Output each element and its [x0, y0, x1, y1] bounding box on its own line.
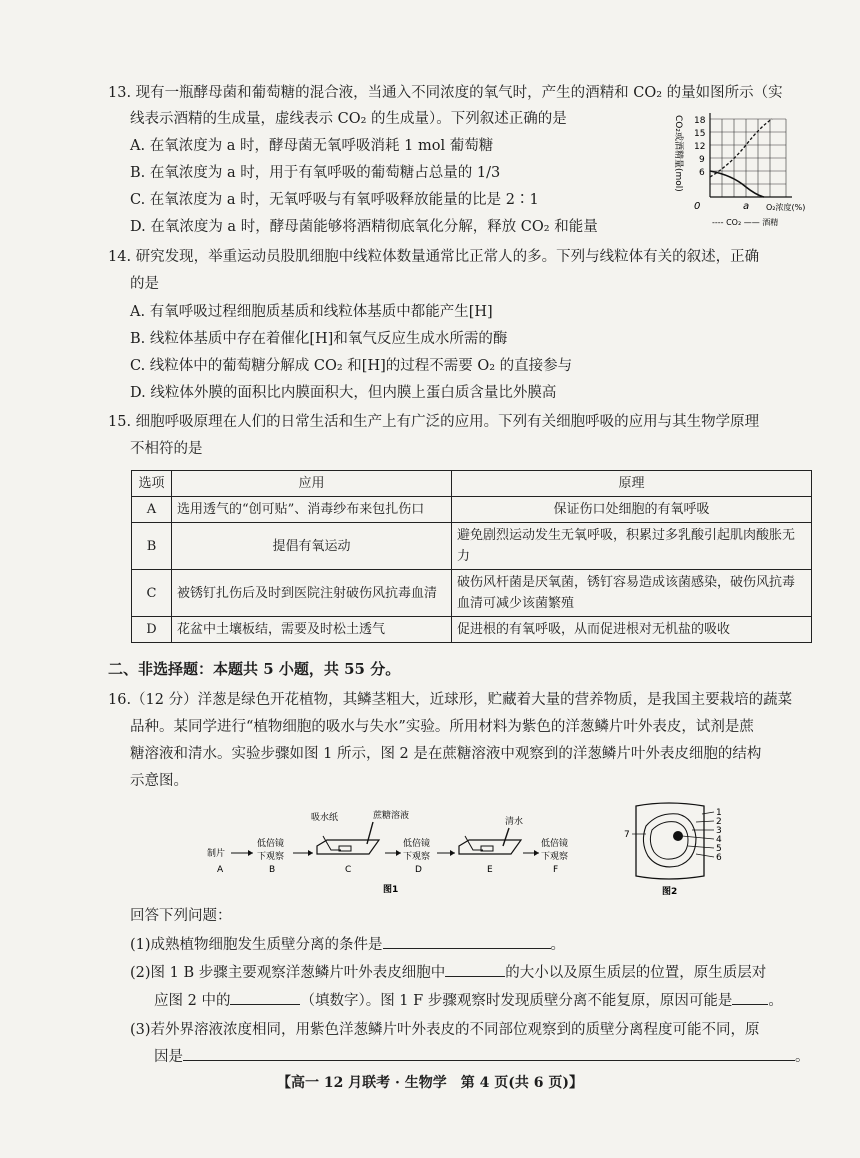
q16-part1-text: (1)成熟植物细胞发生质壁分离的条件是 [130, 937, 383, 953]
q16-answer-intro: 回答下列问题： [130, 908, 232, 924]
fig2-vacuole [650, 822, 688, 859]
section-2-heading: 二、非选择题：本题共 5 小题，共 55 分。 [108, 660, 401, 678]
graph-legend: ---- CO₂ —— 酒精 [712, 218, 779, 227]
fig1-paper-c [323, 836, 341, 850]
fig1-arrowhead [248, 850, 253, 856]
fig1-absorbent-paper: 吸水纸 [311, 813, 339, 823]
q14-option-b: B. 线粒体基质中存在着催化[H]和氧气反应生成水所需的酶 [130, 331, 508, 347]
fig2-label-2: 2 [716, 817, 722, 827]
q14-stem-line1: 14. 研究发现，举重运动员股肌细胞中线粒体数量通常比正常人的多。下列与线粒体有关的叙述，正确 [108, 249, 760, 265]
fig1-paper-e [465, 836, 483, 850]
q13-option-c: C. 在氧浓度为 a 时，无氧呼吸与有氧呼吸释放能量的比是 2∶1 [130, 192, 539, 208]
table-row [132, 617, 812, 643]
fig1-step-make: 制片 [207, 849, 226, 859]
table-cell-principle: 避免剧烈运动发生无氧呼吸，积累过多乳酸引起肌肉酸胀无力 [452, 523, 812, 570]
q14-stem-line2: 的是 [130, 276, 159, 292]
table-cell-option: D [132, 617, 172, 643]
fig2-label-4: 4 [716, 835, 722, 845]
fig2-label-7: 7 [624, 830, 630, 840]
tick-9: 9 [699, 155, 705, 165]
q13-option-d: D. 在氧浓度为 a 时，酵母菌能够将酒精彻底氧化分解，释放 CO₂ 和能量 [130, 219, 598, 235]
q14-option-a: A. 有氧呼吸过程细胞质基质和线粒体基质中都能产生[H] [130, 304, 493, 320]
table-cell-principle: 保证伤口处细胞的有氧呼吸 [452, 497, 812, 523]
q13-stem-line2: 线表示酒精的生成量，虚线表示 CO₂ 的生成量）。下列叙述正确的是 [130, 111, 567, 127]
fig2-caption: 图2 [662, 887, 678, 897]
fig2-nucleus [673, 831, 683, 841]
answer-blank-2c[interactable] [732, 990, 768, 1005]
tick-6: 6 [699, 168, 705, 178]
co2-dashed-curve [710, 119, 772, 177]
q14-option-d: D. 线粒体外膜的面积比内膜面积大，但内膜上蛋白质含量比外膜高 [130, 385, 557, 401]
graph-a-label: a [743, 201, 750, 212]
fig1-label-e: E [487, 865, 493, 875]
fig1-label-b: B [269, 865, 276, 875]
table-header-application: 应用 [172, 471, 452, 497]
q16-part2-text-d: （填数字）。图 1 F 步骤观察时发现质壁分离不能复原，原因可能是 [300, 993, 733, 1009]
fig1-low-power-f: 低倍镜 [541, 839, 569, 849]
q16-part2-line2 [154, 988, 860, 1014]
page-footer: 【高一 12 月联考 · 生物学 第 4 页(共 6 页)】 [276, 1075, 584, 1091]
table-cell-application: 花盆中土壤板结，需要及时松土透气 [172, 617, 452, 643]
tick-12: 12 [694, 142, 706, 152]
graph-grid [710, 119, 786, 197]
fig1-arrowhead [450, 850, 455, 856]
q16-line1: 16.（12 分）洋葱是绿色开花植物，其鳞茎粗大，近球形，贮藏着大量的营养物质，是我国主要栽培的蔬菜 [108, 692, 793, 708]
fig1-low-power-b: 低倍镜 [257, 839, 285, 849]
figure-1 [205, 808, 575, 898]
q16-line3: 糖溶液和清水。实验步骤如图 1 所示，图 2 是在蔗糖溶液中观察到的洋葱鳞片叶外表皮细胞的结构 [130, 746, 762, 762]
fig1-dropper-e [503, 828, 509, 846]
q16-line4: 示意图。 [130, 773, 188, 789]
q16-part3-end: 。 [795, 1049, 810, 1065]
q16-part3-text-b: 因是 [154, 1049, 183, 1065]
q16-part2-end: 。 [768, 993, 783, 1009]
table-cell-option: A [132, 497, 172, 523]
table-cell-option: B [132, 523, 172, 570]
fig1-dropper-c [367, 822, 373, 844]
fig1-arrowhead [534, 850, 539, 856]
q15-table [131, 470, 812, 643]
graph-origin: 0 [694, 201, 701, 212]
q13-graph [668, 105, 818, 233]
q13-option-b: B. 在氧浓度为 a 时，用于有氧呼吸的葡萄糖占总量的 1/3 [130, 165, 501, 181]
q14-option-c: C. 线粒体中的葡萄糖分解成 CO₂ 和[H]的过程不需要 O₂ 的直接参与 [130, 358, 573, 374]
fig2-label-1: 1 [716, 808, 722, 818]
fig1-observe-f: 下观察 [541, 852, 569, 862]
q16-part2-line1 [130, 960, 842, 986]
answer-blank-2b[interactable] [230, 990, 300, 1005]
fig1-water: 清水 [505, 817, 524, 827]
tick-15: 15 [694, 129, 706, 139]
fig1-label-a: A [217, 865, 224, 875]
fig1-label-d: D [415, 865, 422, 875]
answer-blank-1[interactable] [383, 934, 551, 949]
answer-blank-2a[interactable] [445, 962, 505, 977]
q16-line2: 品种。某同学进行“植物细胞的吸水与失水”实验。所用材料为紫色的洋葱鳞片叶外表皮，试剂是蔗 [130, 719, 754, 735]
fig2-label-3: 3 [716, 826, 722, 836]
q16-part3-line1: (3)若外界溶液浓度相同，用紫色洋葱鳞片叶外表皮的不同部位观察到的质壁分离程度可能不同，原 [130, 1022, 760, 1038]
q15-stem-line1: 15. 细胞呼吸原理在人们的日常生活和生产上有广泛的应用。下列有关细胞呼吸的应用与其生物学原理 [108, 414, 760, 430]
figure-2 [618, 796, 728, 898]
fig1-arrowhead [396, 850, 401, 856]
table-header-principle: 原理 [452, 471, 812, 497]
fig2-label-5: 5 [716, 844, 722, 854]
table-row [132, 570, 812, 617]
table-cell-option: C [132, 570, 172, 617]
table-row [132, 523, 812, 570]
graph-xlabel: O₂浓度(%) [766, 203, 806, 212]
answer-blank-3[interactable] [183, 1046, 795, 1061]
fig1-arrowhead [308, 850, 313, 856]
fig2-label-6: 6 [716, 853, 722, 863]
table-cell-application: 被锈钉扎伤后及时到医院注射破伤风抗毒血清 [172, 570, 452, 617]
q13-stem-line1: 13. 现有一瓶酵母菌和葡萄糖的混合液，当通入不同浓度的氧气时，产生的酒精和 CO₂ 的量如图所示（实 [108, 85, 783, 101]
fig1-observe-d: 下观察 [403, 852, 431, 862]
graph-ylabel: CO₂或酒精量(mol) [673, 115, 683, 192]
fig1-label-c: C [345, 865, 352, 875]
table-cell-application: 提倡有氧运动 [172, 523, 452, 570]
q16-part1-end: 。 [550, 937, 566, 953]
q13-option-a: A. 在氧浓度为 a 时，酵母菌无氧呼吸消耗 1 mol 葡萄糖 [130, 138, 494, 154]
q16-part2-text-a: (2)图 1 B 步骤主要观察洋葱鳞片叶外表皮细胞中 [130, 965, 446, 981]
tick-18: 18 [694, 116, 706, 126]
fig1-low-power-d: 低倍镜 [403, 839, 431, 849]
table-cell-principle: 促进根的有氧呼吸，从而促进根对无机盐的吸收 [452, 617, 812, 643]
fig1-label-f: F [553, 865, 559, 875]
table-header-row [132, 471, 812, 497]
q16-part2-text-b: 的大小以及原生质层的位置，原生质层对 [505, 965, 767, 981]
table-cell-application: 选用透气的“创可贴”、消毒纱布来包扎伤口 [172, 497, 452, 523]
table-row [132, 497, 812, 523]
q16-part2-text-c: 应图 2 中的 [154, 993, 231, 1009]
fig1-observe-b: 下观察 [257, 852, 285, 862]
q16-part3-line2 [154, 1044, 860, 1070]
table-cell-principle: 破伤风杆菌是厌氧菌，锈钉容易造成该菌感染，破伤风抗毒血清可减少该菌繁殖 [452, 570, 812, 617]
fig1-sucrose: 蔗糖溶液 [373, 811, 410, 821]
q16-part1 [130, 932, 842, 958]
q15-stem-line2: 不相符的是 [130, 441, 203, 457]
fig1-caption: 图1 [383, 885, 399, 895]
table-header-option: 选项 [132, 471, 172, 497]
